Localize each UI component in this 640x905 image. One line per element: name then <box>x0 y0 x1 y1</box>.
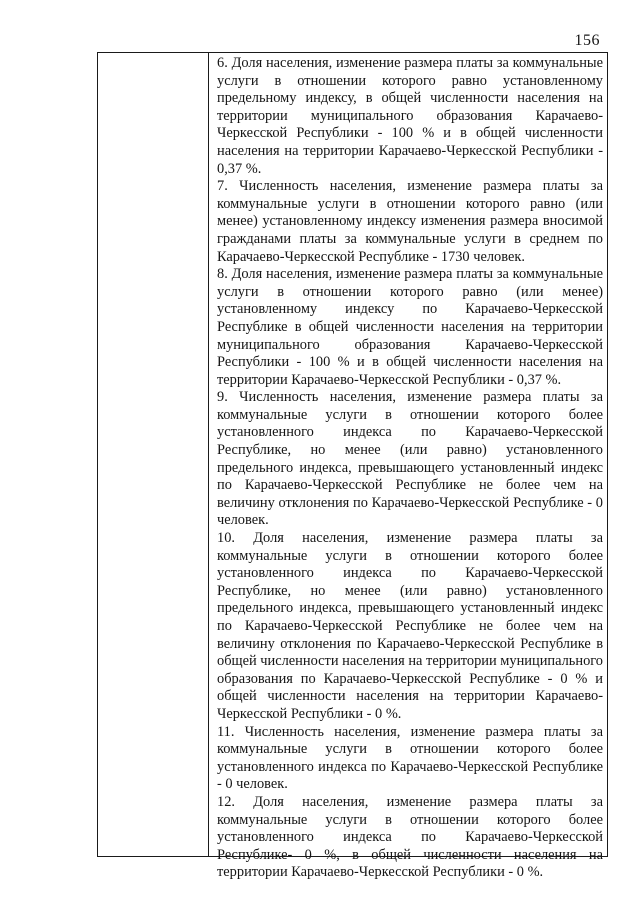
list-item-8: 8. Доля населения, изменение размера платы за коммунальные услуги в отношении которого равно (или менее) установленному индексу по Карачаево-Черкесской Республике в общей численности населения на территории муниципального образования Карачаево-Черкесской Республики - 100 % и в общей численности населения на территории Карачаево-Черкесской Республики - 0,37 %. <box>217 266 603 388</box>
list-item-12: 12. Доля населения, изменение размера платы за коммунальные услуги в отношении которого более установленного индекса по Карачаево-Черкесской Республике- 0 %, в общей численности населения на территории Карачаево-Черкесской Республики - 0 %. <box>217 793 603 881</box>
table-right-cell <box>209 53 607 881</box>
page-number: 156 <box>574 32 600 49</box>
list-item-9: 9. Численность населения, изменение размера платы за коммунальные услуги в отношении которого более установленного индекса по Карачаево-Черкесской Республике, но менее (или равно) установленного предельного индекса, превышающего установленный индекс по Карачаево-Черкесской Республике не более чем на величину отклонения по Карачаево-Черкесской Республике - 0 человек. <box>217 389 603 529</box>
list-item-7: 7. Численность населения, изменение размера платы за коммунальные услуги в отношении которого равно (или менее) установленному индексу изменения размера вносимой гражданами платы за коммунальные услуги в среднем по Карачаево-Черкесской Республике - 1730 человек. <box>217 178 603 265</box>
list-item-10: 10. Доля населения, изменение размера платы за коммунальные услуги в отношении которого более установленного индекса по Карачаево-Черкесской Республике, но менее (или равно) установленного предельного индекса, превышающего установленный индекс по Карачаево-Черкесской Республике не более чем на величину отклонения по Карачаево-Черкесской Республике в общей численности населения на территории муниципального образования по Карачаево-Черкесской Республике - 0 % и общей численности населения на территории Карачаево-Черкесской Республики - 0 %. <box>217 530 603 722</box>
list-item-6: 6. Доля населения, изменение размера платы за коммунальные услуги в отношении которого равно установленному предельному индексу, в общей численности населения на территории муниципального образования Карачаево-Черкесской Республики - 100 % и в общей численности населения на территории Карачаево-Черкесской Республики - 0,37 %. <box>217 55 603 177</box>
document-table <box>97 52 608 881</box>
table-left-cell <box>98 53 209 856</box>
list-item-11: 11. Численность населения, изменение размера платы за коммунальные услуги в отношении которого более установленного индекса по Карачаево-Черкесской Республике - 0 человек. <box>217 723 603 793</box>
